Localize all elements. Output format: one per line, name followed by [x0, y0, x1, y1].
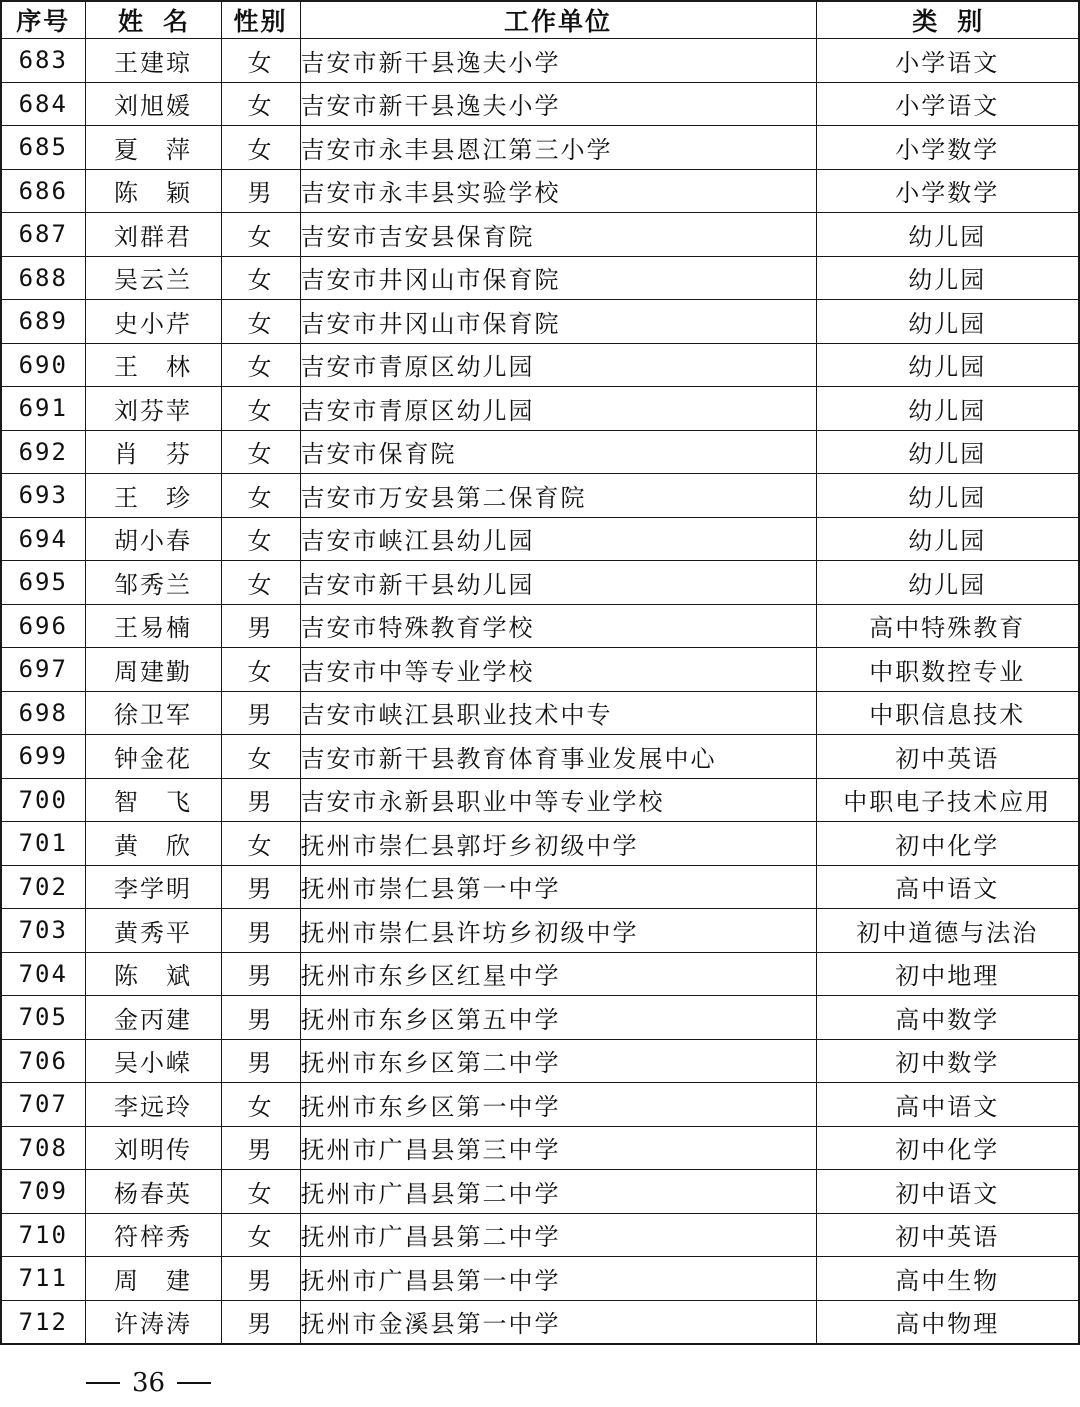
cell-type: 初中数学	[816, 1039, 1079, 1083]
cell-gender: 男	[221, 604, 300, 648]
cell-no: 703	[1, 909, 85, 953]
cell-name: 钟金花	[85, 735, 221, 779]
header-unit: 工作单位	[300, 1, 816, 39]
cell-gender: 女	[221, 430, 300, 474]
cell-type: 高中特殊教育	[816, 604, 1079, 648]
table-row	[1, 865, 1079, 909]
cell-type: 高中生物	[816, 1257, 1079, 1301]
table-row	[1, 474, 1079, 518]
table-row	[1, 213, 1079, 257]
cell-name: 刘旭媛	[85, 82, 221, 126]
cell-unit: 吉安市吉安县保育院	[300, 213, 816, 257]
table-row	[1, 822, 1079, 866]
cell-gender: 女	[221, 822, 300, 866]
cell-unit: 吉安市井冈山市保育院	[300, 256, 816, 300]
cell-name: 肖 芬	[85, 430, 221, 474]
cell-name: 夏 萍	[85, 126, 221, 170]
cell-name: 李学明	[85, 865, 221, 909]
cell-unit: 抚州市广昌县第二中学	[300, 1170, 816, 1214]
cell-unit: 吉安市新干县逸夫小学	[300, 39, 816, 83]
cell-gender: 女	[221, 387, 300, 431]
cell-gender: 女	[221, 1213, 300, 1257]
table-row	[1, 430, 1079, 474]
cell-gender: 男	[221, 909, 300, 953]
cell-no: 683	[1, 39, 85, 83]
cell-gender: 男	[221, 169, 300, 213]
cell-unit: 吉安市中等专业学校	[300, 648, 816, 692]
cell-type: 初中化学	[816, 822, 1079, 866]
table-row	[1, 778, 1079, 822]
table-row	[1, 648, 1079, 692]
table-row	[1, 1300, 1079, 1344]
cell-name: 陈 斌	[85, 952, 221, 996]
cell-type: 幼儿园	[816, 387, 1079, 431]
table-row	[1, 169, 1079, 213]
table-row	[1, 1083, 1079, 1127]
footer-dash-right	[177, 1382, 211, 1384]
cell-no: 705	[1, 996, 85, 1040]
header-type: 类别	[816, 1, 1079, 39]
table-row	[1, 996, 1079, 1040]
cell-type: 幼儿园	[816, 474, 1079, 518]
cell-name: 王建琼	[85, 39, 221, 83]
cell-no: 686	[1, 169, 85, 213]
cell-no: 684	[1, 82, 85, 126]
cell-type: 中职电子技术应用	[816, 778, 1079, 822]
cell-no: 697	[1, 648, 85, 692]
cell-name: 王 林	[85, 343, 221, 387]
cell-type: 高中语文	[816, 865, 1079, 909]
cell-type: 中职信息技术	[816, 691, 1079, 735]
cell-name: 杨春英	[85, 1170, 221, 1214]
cell-type: 幼儿园	[816, 256, 1079, 300]
cell-gender: 男	[221, 1039, 300, 1083]
cell-type: 小学语文	[816, 39, 1079, 83]
cell-type: 初中语文	[816, 1170, 1079, 1214]
cell-type: 小学数学	[816, 126, 1079, 170]
table-row	[1, 39, 1079, 83]
cell-unit: 吉安市永丰县恩江第三小学	[300, 126, 816, 170]
cell-gender: 男	[221, 1257, 300, 1301]
cell-unit: 抚州市广昌县第一中学	[300, 1257, 816, 1301]
cell-unit: 抚州市崇仁县第一中学	[300, 865, 816, 909]
cell-type: 初中道德与法治	[816, 909, 1079, 953]
cell-name: 吴小嵘	[85, 1039, 221, 1083]
cell-name: 智 飞	[85, 778, 221, 822]
cell-name: 史小芹	[85, 300, 221, 344]
footer-dash-left	[86, 1382, 120, 1384]
cell-name: 黄 欣	[85, 822, 221, 866]
cell-gender: 女	[221, 474, 300, 518]
table-row	[1, 1170, 1079, 1214]
cell-unit: 吉安市峡江县幼儿园	[300, 517, 816, 561]
cell-unit: 吉安市新干县幼儿园	[300, 561, 816, 605]
cell-no: 688	[1, 256, 85, 300]
cell-name: 周建勤	[85, 648, 221, 692]
cell-unit: 抚州市广昌县第二中学	[300, 1213, 816, 1257]
cell-unit: 抚州市崇仁县郭圩乡初级中学	[300, 822, 816, 866]
cell-name: 徐卫军	[85, 691, 221, 735]
cell-no: 694	[1, 517, 85, 561]
cell-unit: 吉安市新干县教育体育事业发展中心	[300, 735, 816, 779]
cell-gender: 男	[221, 865, 300, 909]
cell-no: 712	[1, 1300, 85, 1344]
cell-unit: 吉安市保育院	[300, 430, 816, 474]
cell-unit: 抚州市崇仁县许坊乡初级中学	[300, 909, 816, 953]
cell-name: 周 建	[85, 1257, 221, 1301]
table-row	[1, 1039, 1079, 1083]
cell-no: 709	[1, 1170, 85, 1214]
cell-unit: 抚州市金溪县第一中学	[300, 1300, 816, 1344]
cell-no: 700	[1, 778, 85, 822]
cell-unit: 吉安市青原区幼儿园	[300, 387, 816, 431]
cell-no: 690	[1, 343, 85, 387]
cell-gender: 女	[221, 561, 300, 605]
cell-type: 幼儿园	[816, 300, 1079, 344]
cell-gender: 女	[221, 1083, 300, 1127]
cell-no: 701	[1, 822, 85, 866]
table-row	[1, 604, 1079, 648]
cell-type: 高中语文	[816, 1083, 1079, 1127]
cell-no: 696	[1, 604, 85, 648]
cell-name: 许涛涛	[85, 1300, 221, 1344]
cell-no: 687	[1, 213, 85, 257]
cell-gender: 女	[221, 343, 300, 387]
table-row	[1, 343, 1079, 387]
table-row	[1, 1213, 1079, 1257]
cell-gender: 男	[221, 691, 300, 735]
cell-type: 幼儿园	[816, 213, 1079, 257]
cell-type: 小学数学	[816, 169, 1079, 213]
cell-gender: 男	[221, 1126, 300, 1170]
cell-name: 王易楠	[85, 604, 221, 648]
cell-no: 704	[1, 952, 85, 996]
cell-no: 707	[1, 1083, 85, 1127]
cell-gender: 男	[221, 778, 300, 822]
cell-name: 刘明传	[85, 1126, 221, 1170]
table-row	[1, 909, 1079, 953]
cell-unit: 吉安市新干县逸夫小学	[300, 82, 816, 126]
table-row	[1, 126, 1079, 170]
table-row	[1, 952, 1079, 996]
cell-name: 胡小春	[85, 517, 221, 561]
cell-name: 陈 颖	[85, 169, 221, 213]
cell-gender: 男	[221, 952, 300, 996]
cell-type: 初中地理	[816, 952, 1079, 996]
cell-name: 符梓秀	[85, 1213, 221, 1257]
page-footer	[86, 1368, 211, 1398]
table-row	[1, 735, 1079, 779]
table-row	[1, 300, 1079, 344]
cell-gender: 女	[221, 39, 300, 83]
cell-unit: 吉安市峡江县职业技术中专	[300, 691, 816, 735]
cell-unit: 抚州市东乡区红星中学	[300, 952, 816, 996]
cell-gender: 女	[221, 256, 300, 300]
table-row	[1, 82, 1079, 126]
cell-type: 小学语文	[816, 82, 1079, 126]
cell-unit: 吉安市万安县第二保育院	[300, 474, 816, 518]
cell-name: 王 珍	[85, 474, 221, 518]
cell-type: 幼儿园	[816, 343, 1079, 387]
cell-gender: 男	[221, 996, 300, 1040]
page-number: 36	[132, 1368, 166, 1398]
cell-no: 702	[1, 865, 85, 909]
cell-name: 邹秀兰	[85, 561, 221, 605]
cell-no: 708	[1, 1126, 85, 1170]
header-no: 序号	[1, 1, 85, 39]
cell-unit: 吉安市青原区幼儿园	[300, 343, 816, 387]
cell-gender: 女	[221, 126, 300, 170]
cell-no: 695	[1, 561, 85, 605]
cell-gender: 女	[221, 648, 300, 692]
cell-no: 691	[1, 387, 85, 431]
table-row	[1, 691, 1079, 735]
cell-unit: 抚州市广昌县第三中学	[300, 1126, 816, 1170]
cell-no: 685	[1, 126, 85, 170]
cell-unit: 吉安市永新县职业中等专业学校	[300, 778, 816, 822]
cell-gender: 女	[221, 300, 300, 344]
cell-unit: 吉安市特殊教育学校	[300, 604, 816, 648]
cell-no: 699	[1, 735, 85, 779]
cell-unit: 抚州市东乡区第一中学	[300, 1083, 816, 1127]
cell-gender: 女	[221, 735, 300, 779]
cell-name: 吴云兰	[85, 256, 221, 300]
cell-type: 初中英语	[816, 1213, 1079, 1257]
header-name: 姓名	[85, 1, 221, 39]
cell-no: 711	[1, 1257, 85, 1301]
cell-unit: 吉安市井冈山市保育院	[300, 300, 816, 344]
cell-type: 高中数学	[816, 996, 1079, 1040]
cell-type: 初中化学	[816, 1126, 1079, 1170]
table-row	[1, 561, 1079, 605]
table-row	[1, 387, 1079, 431]
cell-name: 刘芬苹	[85, 387, 221, 431]
cell-gender: 女	[221, 517, 300, 561]
cell-name: 黄秀平	[85, 909, 221, 953]
table-row	[1, 1126, 1079, 1170]
cell-unit: 吉安市永丰县实验学校	[300, 169, 816, 213]
table-row	[1, 517, 1079, 561]
cell-no: 698	[1, 691, 85, 735]
cell-gender: 女	[221, 1170, 300, 1214]
cell-gender: 女	[221, 82, 300, 126]
cell-type: 中职数控专业	[816, 648, 1079, 692]
cell-no: 710	[1, 1213, 85, 1257]
table-header-row	[1, 1, 1079, 39]
cell-no: 706	[1, 1039, 85, 1083]
cell-gender: 女	[221, 213, 300, 257]
cell-name: 李远玲	[85, 1083, 221, 1127]
cell-no: 692	[1, 430, 85, 474]
cell-unit: 抚州市东乡区第二中学	[300, 1039, 816, 1083]
cell-unit: 抚州市东乡区第五中学	[300, 996, 816, 1040]
cell-name: 金丙建	[85, 996, 221, 1040]
cell-no: 693	[1, 474, 85, 518]
cell-name: 刘群君	[85, 213, 221, 257]
cell-type: 初中英语	[816, 735, 1079, 779]
table-row	[1, 256, 1079, 300]
cell-gender: 男	[221, 1300, 300, 1344]
cell-type: 幼儿园	[816, 430, 1079, 474]
cell-type: 幼儿园	[816, 517, 1079, 561]
header-gender: 性别	[221, 1, 300, 39]
cell-no: 689	[1, 300, 85, 344]
table-body	[1, 39, 1079, 1345]
cell-type: 高中物理	[816, 1300, 1079, 1344]
cell-type: 幼儿园	[816, 561, 1079, 605]
table-row	[1, 1257, 1079, 1301]
